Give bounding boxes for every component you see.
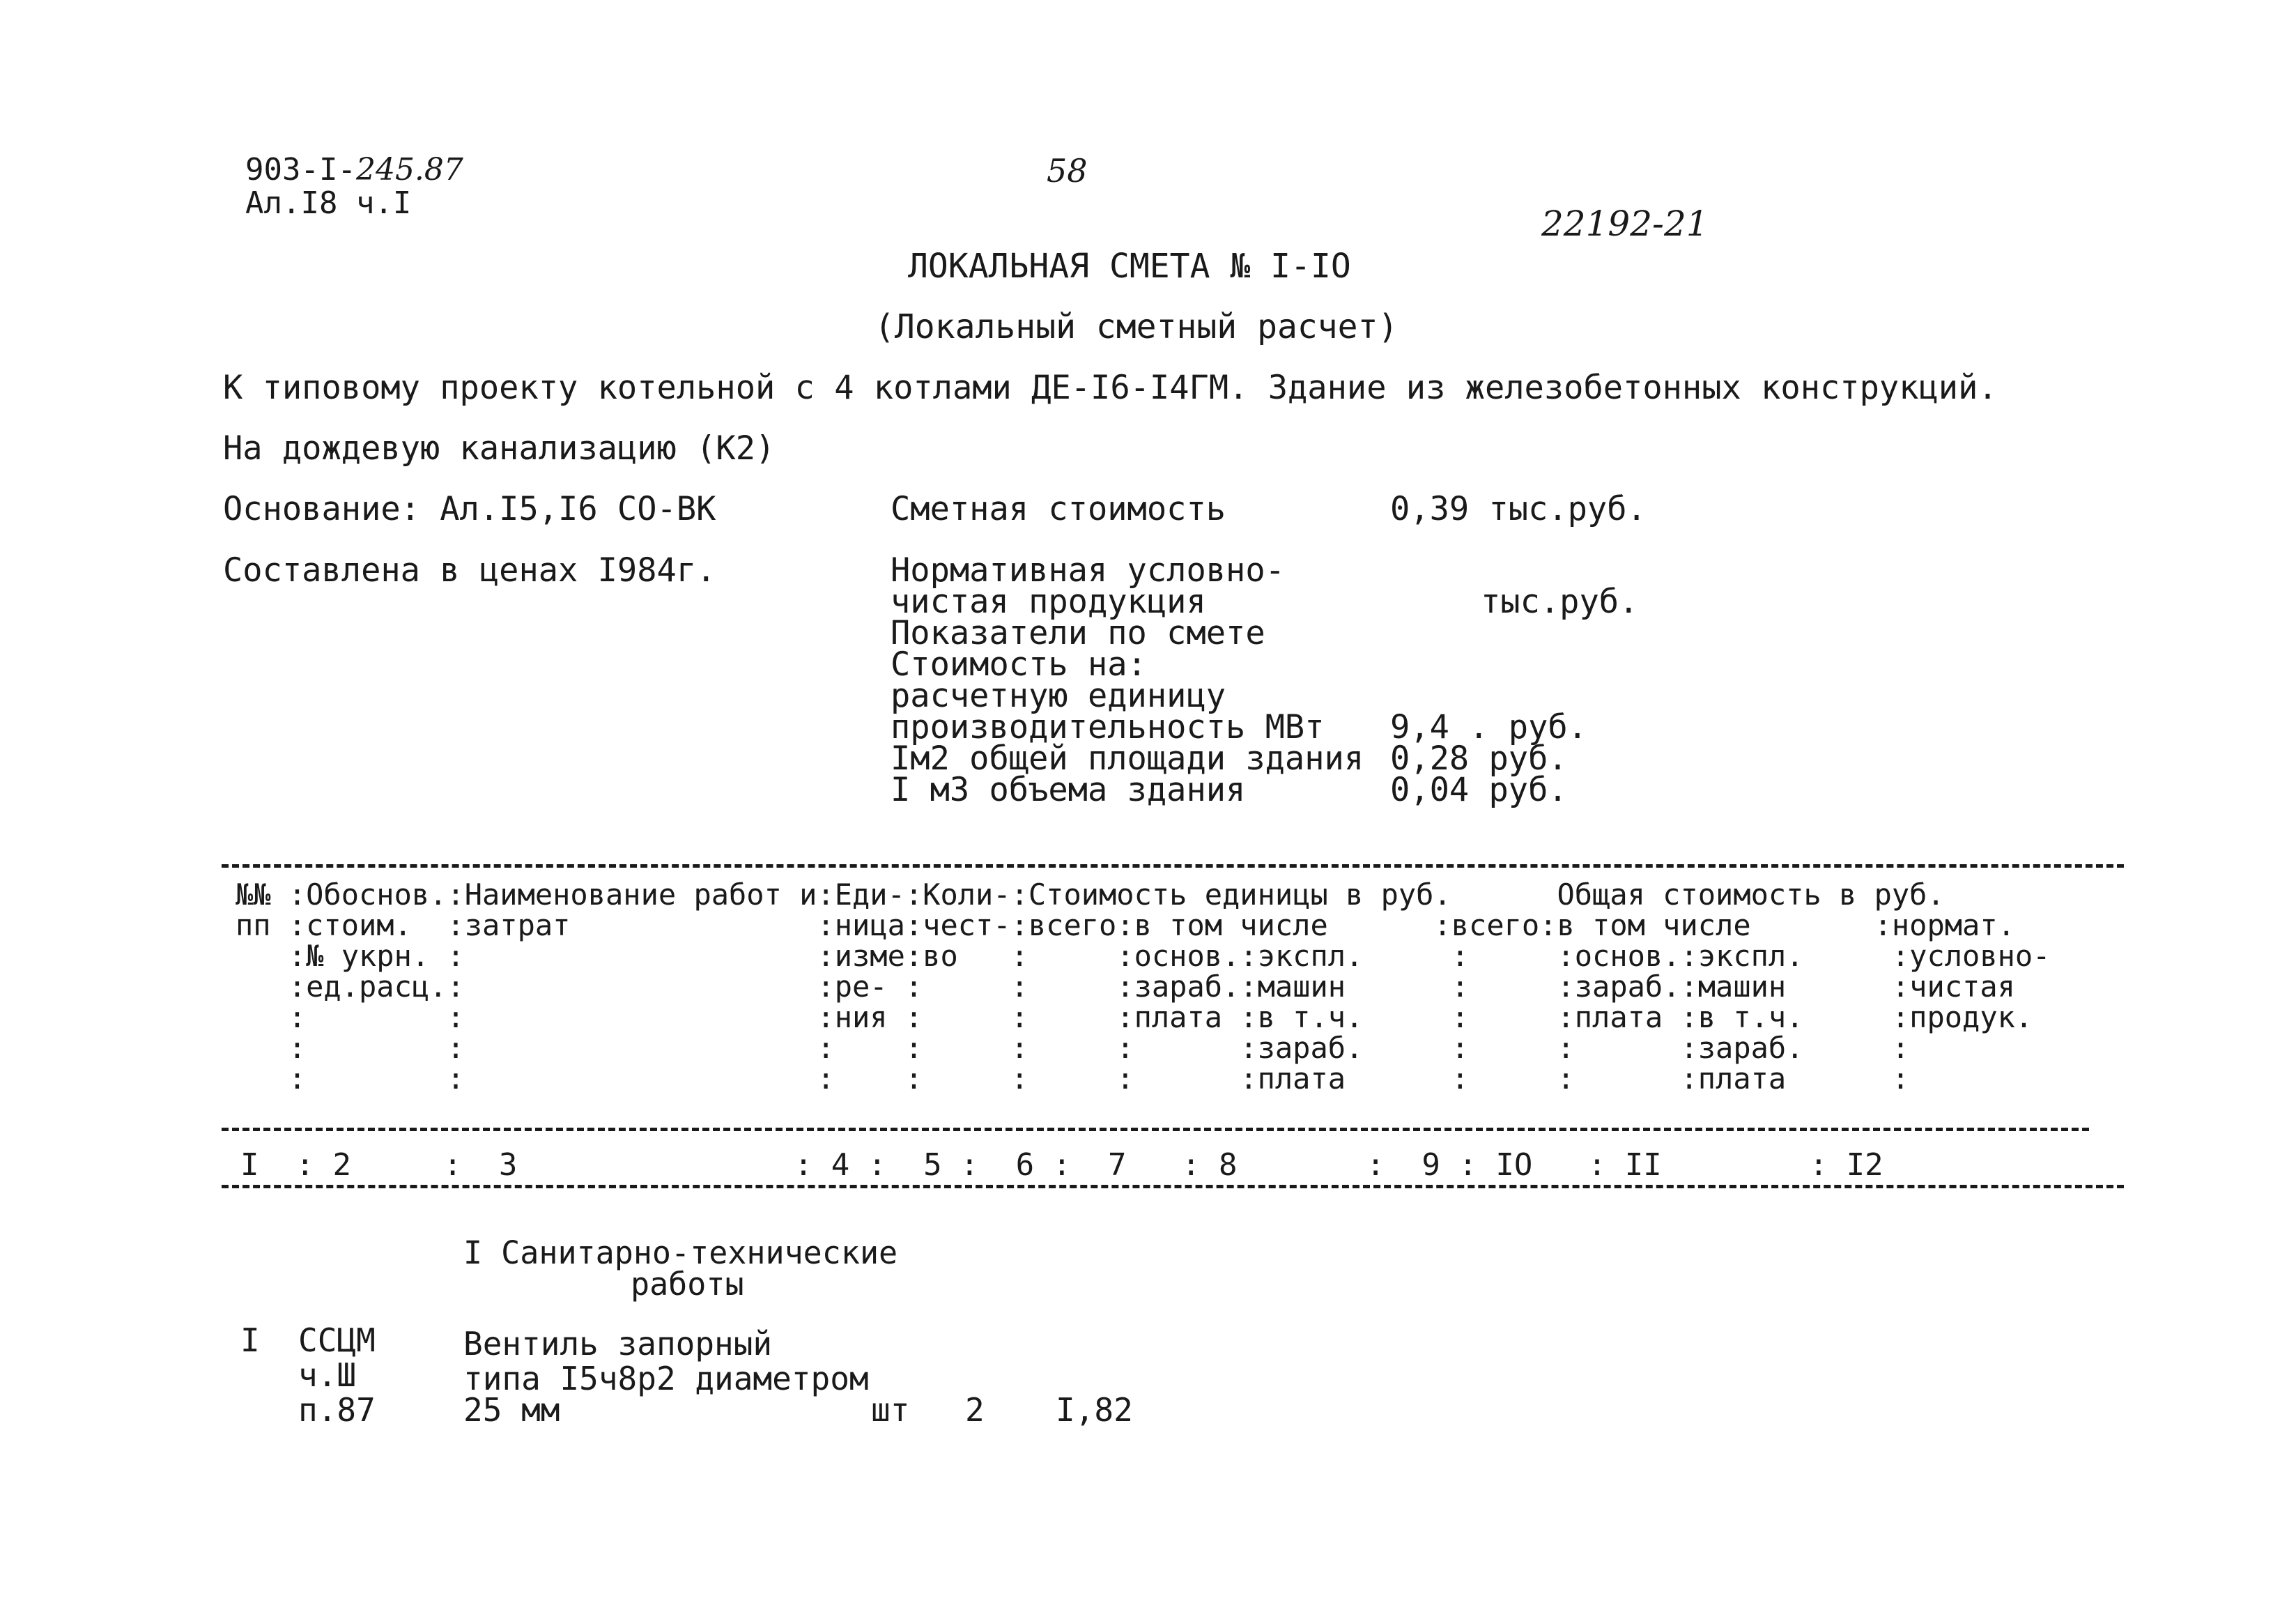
- row-name-2: типа I5ч8р2 диаметром: [463, 1360, 869, 1397]
- row-number: I: [240, 1321, 260, 1359]
- cost-on-label: Стоимость на:: [891, 645, 1147, 684]
- doc-code-handwritten: 245.87: [355, 152, 463, 187]
- table-header-line: : : :ния : : :плата :в т.ч. : :плата :в т.ч. :продук.: [236, 1000, 2033, 1034]
- row-basis-1: ССЦМ: [298, 1321, 376, 1359]
- normative-value: тыс.руб.: [1481, 583, 1639, 621]
- project-line: К типовому проекту котельной с 4 котлами ДЕ-I6-I4ГМ. Здание из железобетонных конструкций.: [223, 369, 1998, 407]
- object-line: На дождевую канализацию (К2): [223, 429, 776, 468]
- per-mw-value: 9,4 . руб.: [1390, 708, 1587, 746]
- table-header-line: : : : : : : :плата : : :плата :: [236, 1061, 1910, 1096]
- section-title-cont: работы: [631, 1266, 744, 1303]
- per-mw-label: производительность МВт: [891, 708, 1325, 746]
- estimated-cost-label: Сметная стоимость: [891, 490, 1226, 528]
- estimated-cost-value: 0,39 тыс.руб.: [1390, 490, 1647, 528]
- row-unit-cost: I,82: [1056, 1391, 1133, 1429]
- document-subtitle: (Локальный сметный расчет): [875, 307, 1399, 346]
- table-header-line: пп :стоим. :затрат :ница:чест-:всего:в том числе :всего:в том числе :нормат.: [236, 908, 2015, 942]
- row-basis-3: п.87: [298, 1391, 376, 1429]
- section-title: I Санитарно-технические: [463, 1234, 898, 1271]
- table-header-rule: [222, 1128, 2089, 1131]
- doc-code: [245, 152, 463, 187]
- table-header-line: №№ :Обоснов.:Наименование работ и:Еди-:Коли-:Стоимость единицы в руб. Общая стоимость в руб.: [236, 877, 1945, 912]
- per-m2-label: Iм2 общей площади здания: [891, 739, 1364, 778]
- table-header-line: :№ укрн. : :изме:во : :основ.:экспл. : :основ.:экспл. :условно-: [236, 939, 2051, 973]
- prices-line: Составлена в ценах I984г.: [223, 551, 716, 590]
- row-basis-2: ч.Ш: [298, 1356, 357, 1394]
- normative-label-1: Нормативная условно-: [891, 551, 1285, 590]
- row-name-1: Вентиль запорный: [463, 1325, 773, 1363]
- normative-label-2: чистая продукция: [891, 583, 1206, 621]
- unit-label: расчетную единицу: [891, 677, 1226, 715]
- row-unit: шт: [871, 1391, 910, 1429]
- album-ref: Ал.I8 ч.I: [245, 185, 412, 221]
- table-header-line: :ед.расц.: :ре- : : :зараб.:машин : :зараб.:машин :чистая: [236, 969, 2015, 1004]
- basis-line: Основание: Ал.I5,I6 СО-ВК: [223, 490, 716, 528]
- reference-number: 22192-21: [1541, 204, 1709, 244]
- per-m3-value: 0,04 руб.: [1390, 771, 1568, 809]
- indicators-label: Показатели по смете: [891, 614, 1265, 652]
- table-numbers-rule: [222, 1185, 2124, 1188]
- per-m3-label: I м3 объема здания: [891, 771, 1246, 809]
- page-number: 58: [1047, 152, 1088, 190]
- column-numbers: I : 2 : 3 : 4 : 5 : 6 : 7 : 8 : 9 : IO : II : I2: [240, 1147, 1883, 1183]
- row-quantity: 2: [965, 1391, 985, 1429]
- table-top-rule: [222, 864, 2124, 868]
- table-header-line: : : : : : : :зараб. : : :зараб. :: [236, 1031, 1910, 1065]
- document-title: ЛОКАЛЬНАЯ СМЕТА № I-IO: [908, 247, 1351, 286]
- per-m2-value: 0,28 руб.: [1390, 739, 1568, 778]
- doc-code-printed: 903-I-: [245, 152, 356, 187]
- row-name-3: 25 мм: [463, 1391, 560, 1429]
